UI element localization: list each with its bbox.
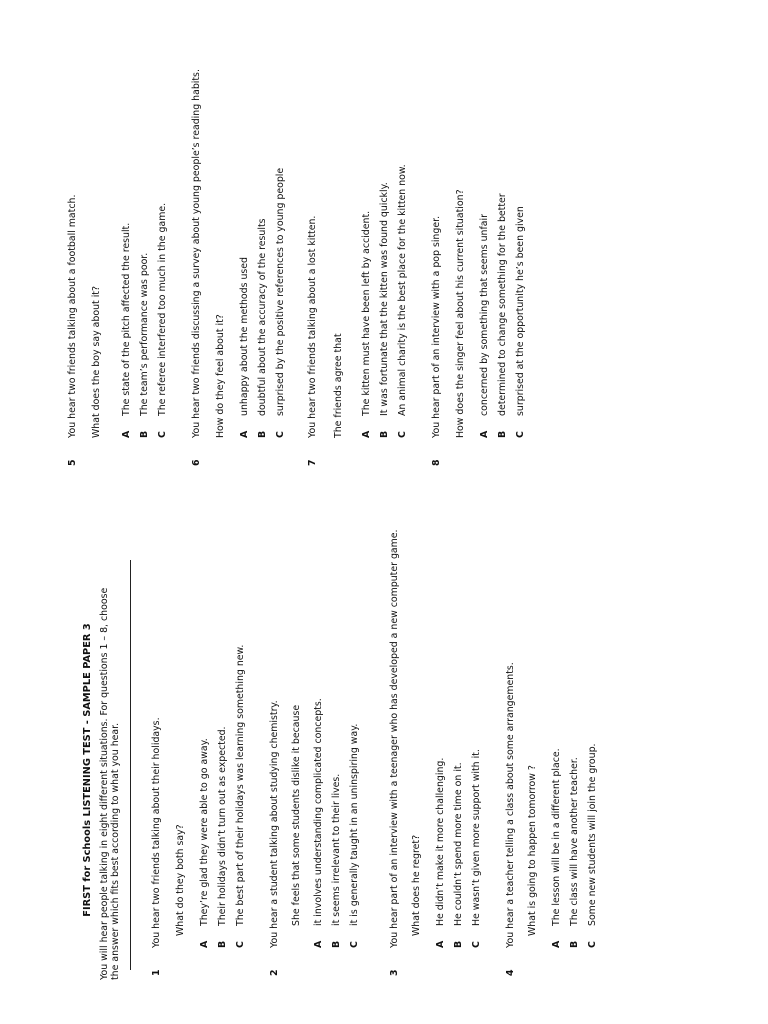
- option-letter: C: [235, 941, 246, 948]
- option-text: The team’s performance was poor.: [139, 252, 150, 416]
- option-text: it involves understanding complicated concepts.: [313, 698, 324, 926]
- option-letter: B: [453, 940, 464, 948]
- option-text: The kitten must have been left by accident.: [361, 210, 372, 416]
- option-text: He didn’t make it more challenging.: [435, 757, 446, 926]
- question-prompt: She feels that some students dislike it because: [291, 704, 302, 926]
- question-number: 6: [191, 459, 202, 466]
- question-4: [505, 560, 598, 980]
- question-prompt: What does he regret?: [411, 834, 422, 936]
- question-1: [151, 560, 246, 980]
- option-letter: C: [471, 941, 482, 948]
- question-text: You hear two friends talking about a lost kitten.: [307, 215, 318, 438]
- option-letter: C: [275, 431, 286, 438]
- option-text: It was fortunate that the kitten was found quickly.: [379, 182, 390, 416]
- question-6: [191, 30, 286, 470]
- option-letter: A: [121, 430, 132, 438]
- option-text: An animal charity is the best place for the kitten now.: [397, 164, 408, 416]
- option-letter: B: [331, 940, 342, 948]
- option-letter: A: [239, 430, 250, 438]
- option-text: doubtful about the accuracy of the results: [257, 218, 268, 416]
- question-7: [307, 30, 408, 470]
- option-letter: B: [217, 940, 228, 948]
- option-text: The best part of their holidays was learning something new.: [235, 644, 246, 926]
- question-prompt: The friends agree that: [333, 333, 344, 438]
- option-letter: A: [435, 940, 446, 948]
- question-2: [269, 560, 360, 980]
- question-text: You hear part of an interview with a pop singer.: [431, 215, 442, 438]
- question-prompt: How does the singer feel about his current situation?: [455, 189, 466, 438]
- option-text: The state of the pitch affected the result.: [121, 222, 132, 416]
- question-text: You hear part of an interview with a teenager who has developed a new computer game.: [389, 529, 400, 948]
- option-letter: C: [157, 431, 168, 438]
- option-letter: C: [349, 941, 360, 948]
- option-letter: B: [257, 430, 268, 438]
- option-text: surprised at the opportunity he’s been given: [515, 206, 526, 416]
- question-number: 7: [307, 459, 318, 466]
- option-letter: B: [139, 430, 150, 438]
- question-text: You hear a teacher telling a class about some arrangements.: [505, 662, 516, 948]
- option-text: surprised by the positive references to young people: [275, 167, 286, 416]
- option-letter: A: [199, 940, 210, 948]
- option-text: Some new students will join the group.: [587, 743, 598, 926]
- question-prompt: How do they feel about it?: [215, 314, 226, 438]
- question-number: 1: [151, 969, 162, 976]
- option-letter: C: [397, 431, 408, 438]
- option-text: Their holidays didn’t turn out as expected.: [217, 726, 228, 926]
- option-text: it seems irrelevant to their lives.: [331, 773, 342, 926]
- question-text: You hear a student talking about studying chemistry.: [269, 700, 280, 948]
- option-letter: A: [551, 940, 562, 948]
- question-number: 5: [67, 459, 78, 466]
- question-number: 4: [505, 969, 516, 976]
- question-text: You hear two friends talking about a football match.: [67, 194, 78, 438]
- question-number: 2: [269, 969, 280, 976]
- instructions: You will hear people talking in eight different situations. For questions 1 – 8, choose the answer which fits best according to what you hear.: [99, 587, 121, 980]
- option-text: The referee interfered too much in the game.: [157, 202, 168, 416]
- option-letter: C: [515, 431, 526, 438]
- option-letter: C: [587, 941, 598, 948]
- option-letter: B: [569, 940, 580, 948]
- option-letter: A: [361, 430, 372, 438]
- option-text: He wasn’t given more support with it.: [471, 749, 482, 926]
- option-letter: B: [497, 430, 508, 438]
- option-text: it is generally taught in an uninspiring way.: [349, 723, 360, 926]
- question-3: [389, 529, 482, 980]
- question-8: [431, 30, 526, 470]
- question-prompt: What does the boy say about it?: [91, 286, 102, 438]
- question-text: You hear two friends talking about their holidays.: [151, 717, 162, 948]
- question-text: You hear two friends discussing a survey about young people’s reading habits.: [191, 69, 202, 438]
- question-number: 3: [389, 969, 400, 976]
- option-text: determined to change something for the better: [497, 193, 508, 416]
- option-letter: A: [313, 940, 324, 948]
- question-5: [67, 30, 168, 470]
- option-text: He couldn’t spend more time on it.: [453, 762, 464, 926]
- option-text: unhappy about the methods used: [239, 256, 250, 416]
- option-text: concerned by something that seems unfair: [479, 213, 490, 416]
- divider: [130, 560, 131, 970]
- question-prompt: What do they both say?: [175, 824, 186, 936]
- question-number: 8: [431, 459, 442, 466]
- option-text: The lesson will be in a different place.: [551, 748, 562, 926]
- option-letter: B: [379, 430, 390, 438]
- question-prompt: What is going to happen tomorrow ?: [527, 765, 538, 936]
- option-letter: A: [479, 430, 490, 438]
- page-title: FIRST for Schools LISTENING TEST - SAMPLE PAPER 3: [82, 623, 93, 917]
- option-text: They’re glad they were able to go away.: [199, 738, 210, 926]
- option-text: The class will have another teacher.: [569, 757, 580, 926]
